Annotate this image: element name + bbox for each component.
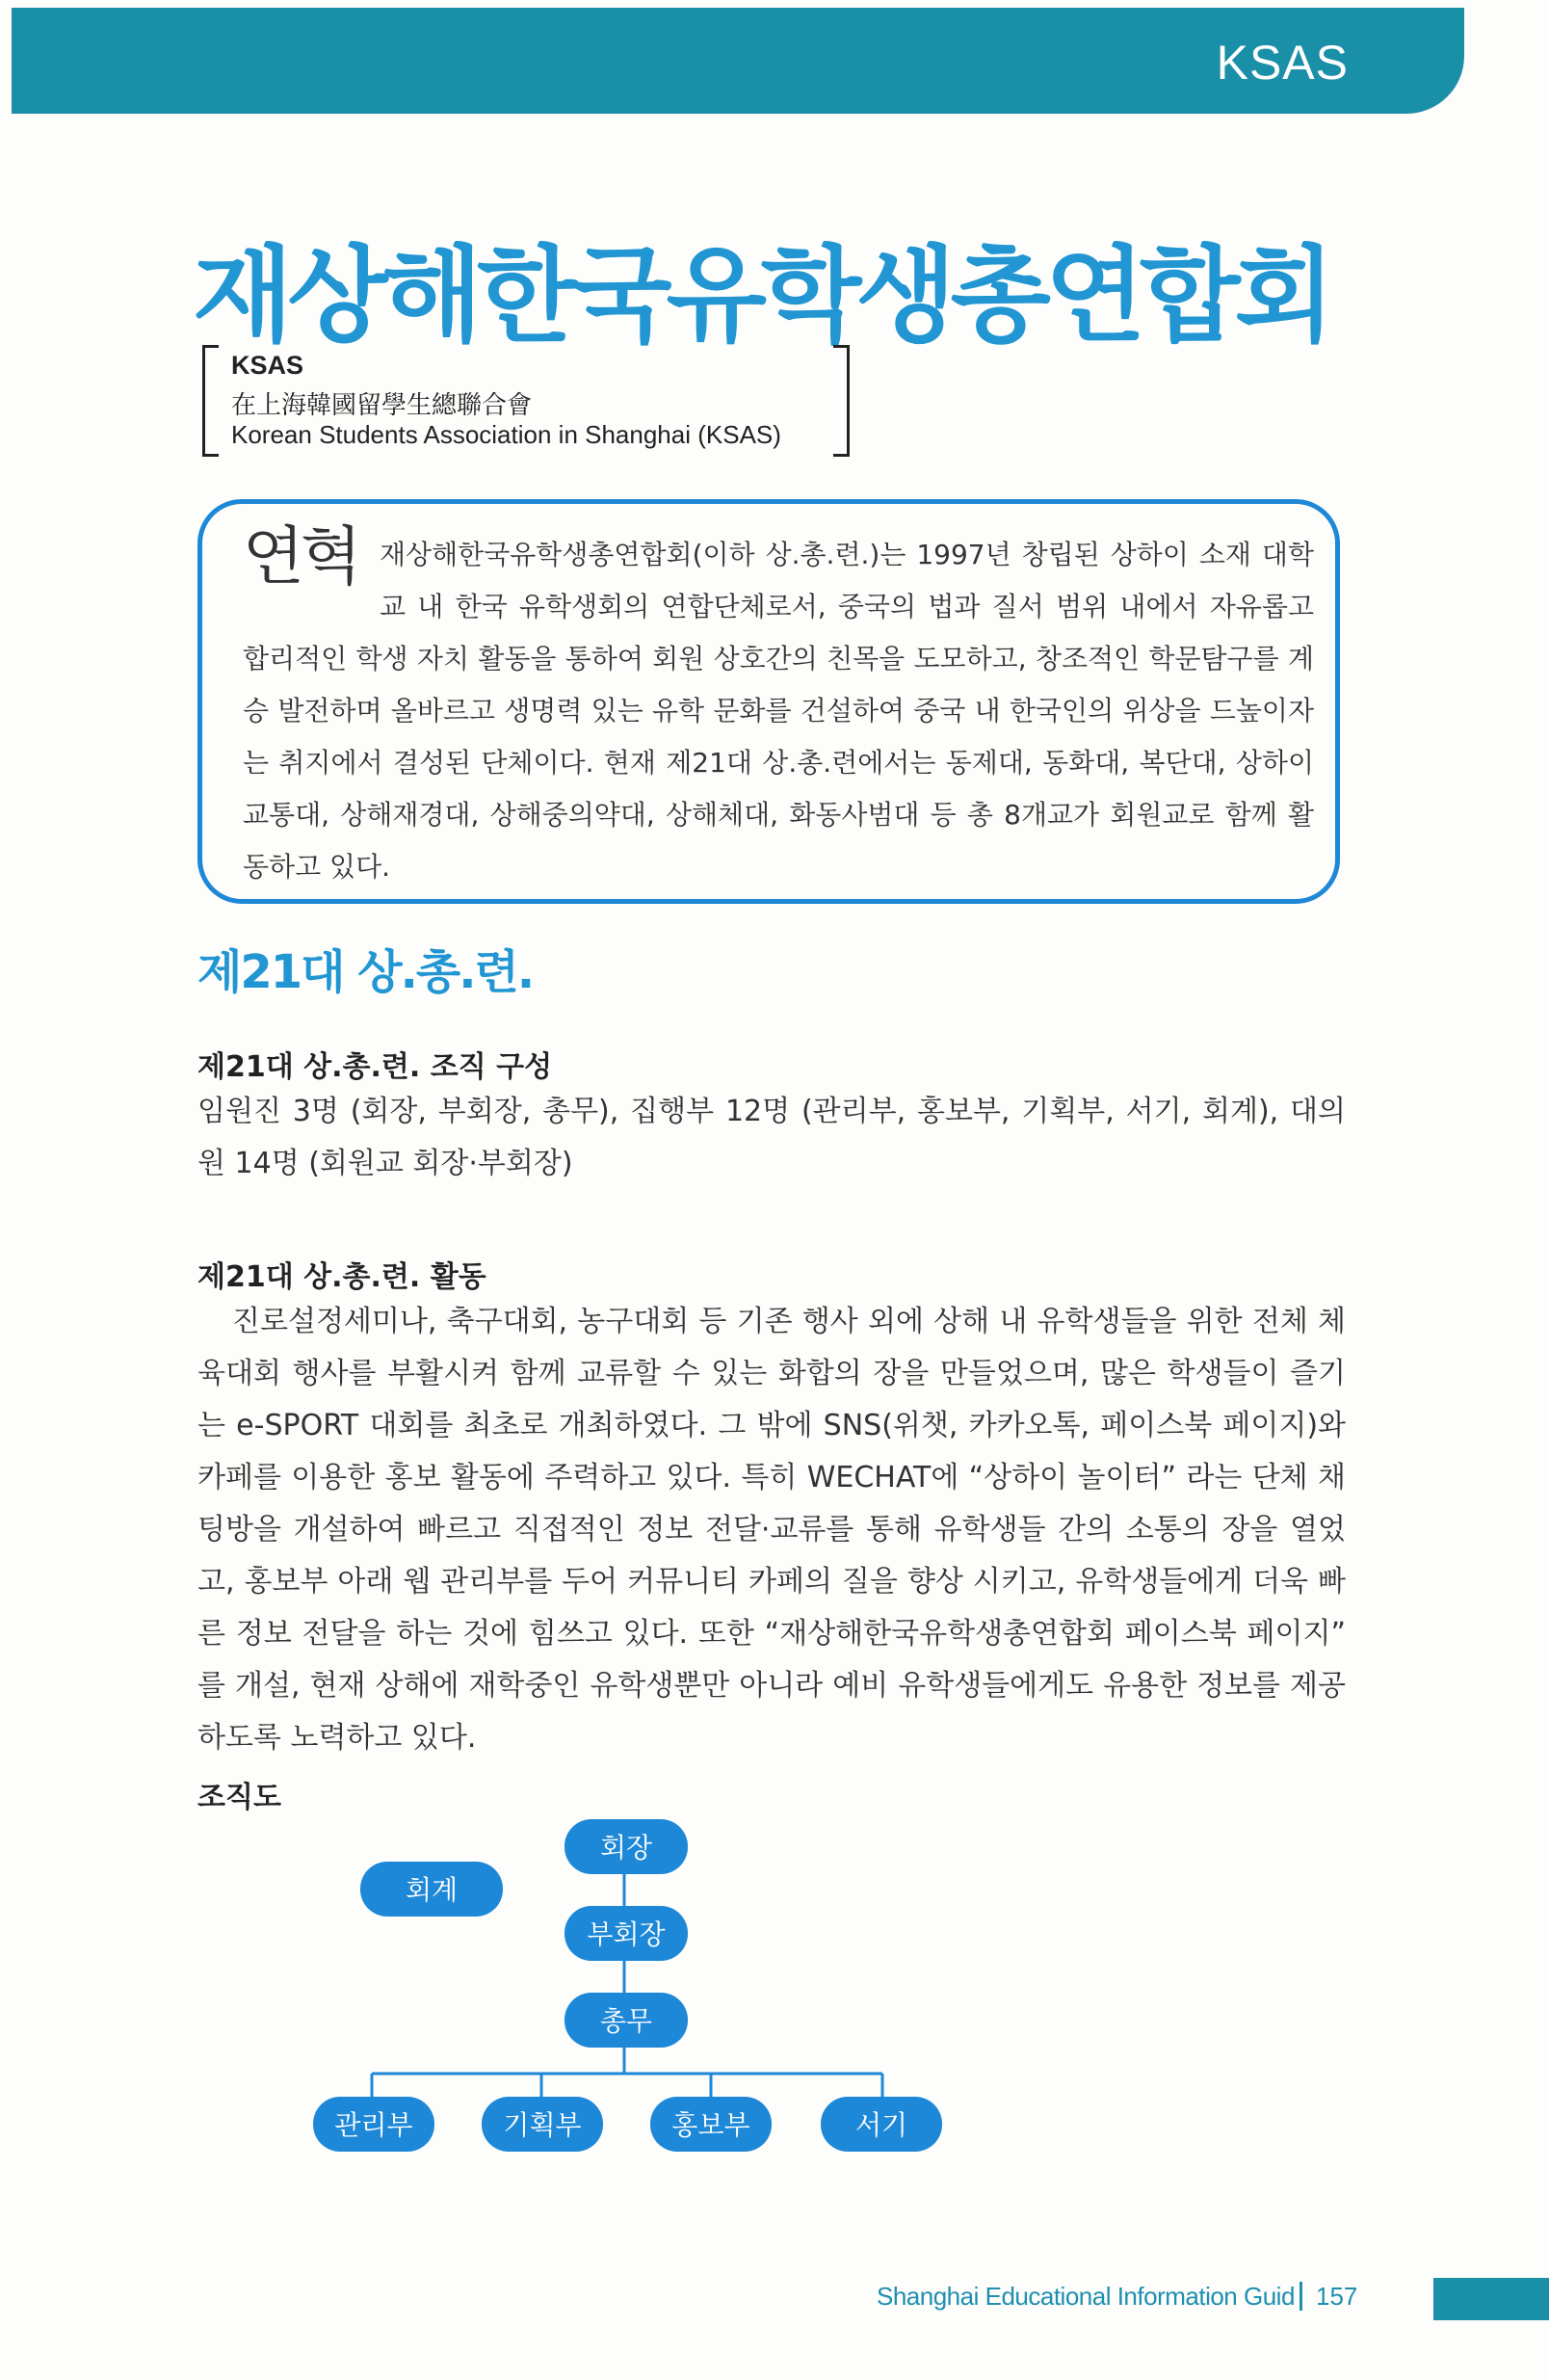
org-composition-text: 임원진 3명 (회장, 부회장, 총무), 집행부 12명 (관리부, 홍보부, 기획부, 서기, 회계), 대의원 14명 (회원교 회장·부회장): [197, 1095, 1346, 1180]
dept-label-planning: 기획부: [503, 2109, 582, 2141]
activity-heading: 제21대 상.총.련. 활동: [197, 1260, 486, 1294]
page-number: 157: [1316, 2282, 1358, 2311]
subheading-hanja: 在上海韓國留學生總聯合會: [231, 391, 533, 420]
accounting-label: 회계: [405, 1874, 459, 1906]
footer-guide-title: Shanghai Educational Information Guid: [877, 2282, 1295, 2311]
page-title: 재상해한국유학생총연합회: [193, 236, 1329, 357]
secretary-general-label: 총무: [599, 2005, 653, 2037]
subheading-abbr: KSAS: [231, 351, 304, 380]
dept-label-management: 관리부: [334, 2109, 413, 2141]
footer-separator: [1300, 2282, 1302, 2311]
activity-text: 진로설정세미나, 축구대회, 농구대회 등 기존 행사 외에 상해 내 유학생들을 위한 전체 체육대회 행사를 부활시켜 함께 교류할 수 있는 화합의 장을 만들었으며, 많은 학생들이 즐기는 e-SPORT 대회를 최초로 개최하였다. 그 밖에 SNS(위챗, 카카오톡, 페이스북 페이지)와 카페를 이용한 홍보 활동에 주력하고 있다. 특히 WECHAT에 “상하이 놀이터” 라는 단체 채팅방을 개설하여 빠르고 직접적인 정보 전달·교류를 통해 유학생들 간의 소통의 장을 열었고, 홍보부 아래 웹 관리부를 두어 커뮤니티 카페의 질을 향상 시키고, 유학생들에게 더욱 빠른 정보 전달을 하는 것에 힘쓰고 있다. 또한 “재상해한국유학생총연합회 페이스북 페이지” 를 개설, 현재 상해에 재학중인 유학생뿐만 아니라 예비 유학생들에게도 유용한 정보를 제공하도록 노력하고 있다.: [197, 1305, 1346, 1755]
dept-label-publicity: 홍보부: [671, 2109, 750, 2141]
header-label: KSAS: [1216, 36, 1349, 90]
history-text: 재상해한국유학생총연합회(이하 상.총.련.)는 1997년 창립된 상하이 소재 대학교 내 한국 유학생회의 연합단체로서, 중국의 법과 질서 범위 내에서 자유롭고 합리적인 학생 자치 활동을 통하여 회원 상호간의 친목을 도모하고, 창조적인 학문탐구를 계승 발전하며 올바르고 생명력 있는 유학 문화를 건설하여 중국 내 한국인의 위상을 드높이자는 취지에서 결성된 단체이다. 현재 제21대 상.총.련에서는 동제대, 동화대, 복단대, 상하이교통대, 상해재경대, 상해중의약대, 상해체대, 화동사범대 등 총 8개교가 회원교로 함께 활동하고 있다.: [243, 539, 1314, 883]
president-label: 회장: [599, 1832, 653, 1864]
org-chart-label: 조직도: [197, 1781, 281, 1814]
dept-label-clerk: 서기: [854, 2109, 908, 2141]
section-title: 제21대 상.총.련.: [197, 945, 534, 999]
org-composition-heading: 제21대 상.총.련. 조직 구성: [197, 1050, 553, 1084]
vice-president-label: 부회장: [587, 1918, 666, 1950]
footer-tab: [1433, 2278, 1549, 2320]
subheading-english: Korean Students Association in Shanghai (KSAS): [231, 420, 781, 449]
history-label: 연혁: [243, 519, 358, 594]
